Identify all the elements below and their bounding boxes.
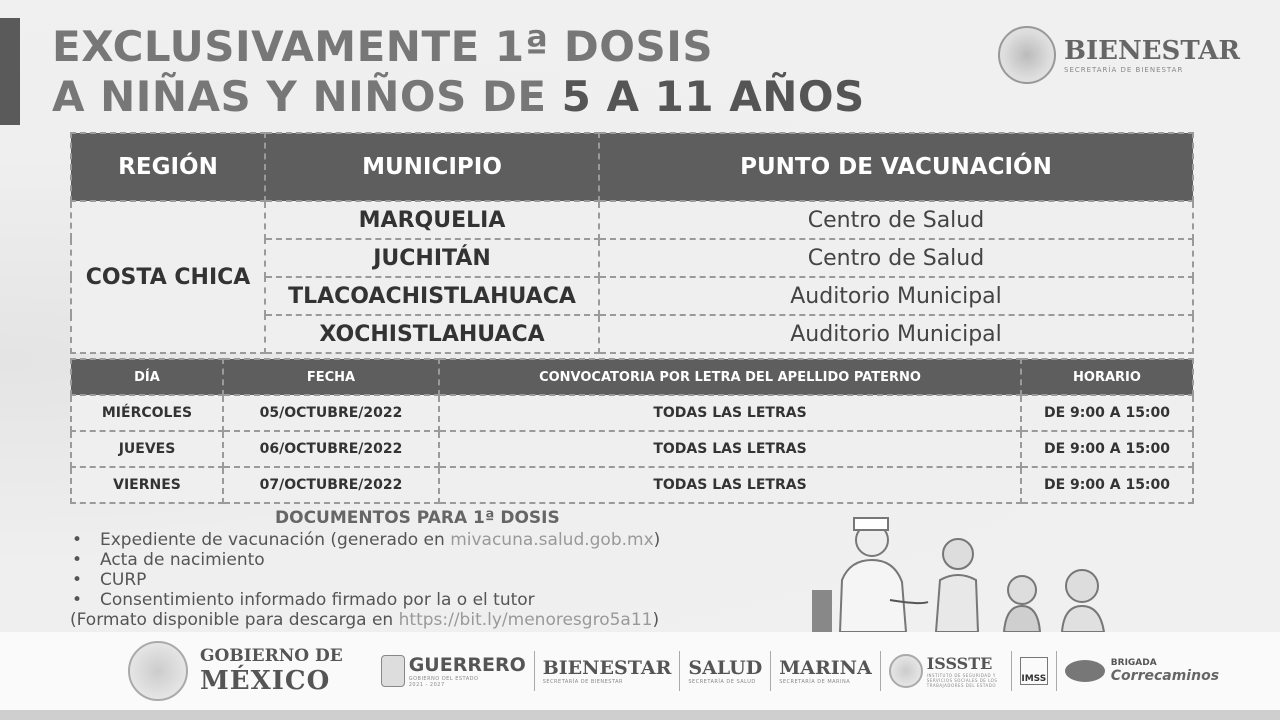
- doc-item-end: ): [653, 530, 661, 550]
- municipio-cell: JUCHITÁN: [265, 239, 599, 277]
- header-punto: PUNTO DE VACUNACIÓN: [599, 133, 1193, 201]
- imss-logo: [1012, 641, 1056, 701]
- table-row: [71, 201, 1193, 239]
- guerrero-sub: GOBIERNO DEL ESTADO: [408, 676, 479, 682]
- list-item: • CURP: [100, 570, 790, 590]
- bienestar-logo: [998, 26, 1240, 84]
- title-line2-bold: 5 A 11 AÑOS: [561, 72, 865, 121]
- convocatoria-cell: TODAS LAS LETRAS: [439, 431, 1021, 467]
- marina-logo: [771, 641, 880, 701]
- guerrero-logo: [373, 641, 534, 701]
- issste-name: ISSSTE: [926, 654, 993, 673]
- note-end: ): [652, 610, 660, 630]
- brigada-correcaminos-logo: [1057, 641, 1227, 701]
- salud-sub: SECRETARÍA DE SALUD: [688, 679, 756, 685]
- bienestar-logo-name: BIENESTAR: [1064, 36, 1241, 66]
- doc-item-text: Expediente de vacunación (generado en: [100, 530, 451, 550]
- marina-name: MARINA: [779, 657, 872, 679]
- municipio-cell: TLACOACHISTLAHUACA: [265, 277, 599, 315]
- region-cell: COSTA CHICA: [71, 201, 265, 353]
- horario-cell: DE 9:00 A 15:00: [1021, 395, 1193, 431]
- dia-cell: MIÉRCOLES: [71, 395, 223, 431]
- salud-name: SALUD: [688, 657, 763, 679]
- header-convocatoria: CONVOCATORIA POR LETRA DEL APELLIDO PATERNO: [439, 359, 1021, 395]
- header-fecha: FECHA: [223, 359, 439, 395]
- mivacuna-link[interactable]: mivacuna.salud.gob.mx: [450, 530, 654, 550]
- brigada-text: BRIGADA: [1110, 658, 1157, 668]
- imss-name: IMSS: [1020, 657, 1048, 685]
- bienestar-footer-name: BIENESTAR: [542, 657, 672, 679]
- format-note: [70, 610, 790, 630]
- guerrero-shield-icon: [381, 655, 405, 687]
- horario-cell: DE 9:00 A 15:00: [1021, 431, 1193, 467]
- table-row: [71, 431, 1193, 467]
- header-municipio: MUNICIPIO: [265, 133, 599, 201]
- left-accent-bar: [0, 18, 20, 125]
- roadrunner-icon: [1065, 660, 1105, 682]
- documents-heading: DOCUMENTOS PARA 1ª DOSIS: [275, 508, 560, 528]
- bienestar-footer-sub: SECRETARÍA DE BIENESTAR: [542, 679, 624, 685]
- convocatoria-cell: TODAS LAS LETRAS: [439, 395, 1021, 431]
- gobierno-mexico-logo: [0, 641, 351, 701]
- list-item: • Acta de nacimiento: [100, 550, 790, 570]
- title-line2-prefix: A NIÑAS Y NIÑOS DE: [52, 72, 562, 121]
- title-line2: [52, 72, 865, 122]
- bottom-strip: [0, 710, 1280, 720]
- mexico-seal-icon: [128, 641, 188, 701]
- format-download-link[interactable]: https://bit.ly/menoresgro5a11: [398, 610, 653, 630]
- punto-cell: Centro de Salud: [599, 201, 1193, 239]
- issste-logo: [881, 641, 1011, 701]
- guerrero-name: GUERRERO: [408, 654, 526, 676]
- table-row: [71, 467, 1193, 503]
- list-item: • Consentimiento informado firmado por la o el tutor: [100, 590, 790, 610]
- list-item: [100, 530, 790, 550]
- dia-cell: VIERNES: [71, 467, 223, 503]
- footer-logos: [0, 632, 1280, 710]
- fecha-cell: 07/OCTUBRE/2022: [223, 467, 439, 503]
- vaccination-points-table: [70, 132, 1194, 354]
- bienestar-logo-sub: SECRETARÍA DE BIENESTAR: [1064, 66, 1184, 74]
- correcaminos-text: Correcaminos: [1110, 668, 1220, 684]
- guerrero-years: 2021 - 2027: [408, 682, 445, 688]
- header-horario: HORARIO: [1021, 359, 1193, 395]
- issste-emblem-icon: [889, 654, 923, 688]
- gob-text-a: GOBIERNO DE: [200, 646, 343, 666]
- fecha-cell: 05/OCTUBRE/2022: [223, 395, 439, 431]
- marina-sub: SECRETARÍA DE MARINA: [779, 679, 851, 685]
- mexico-seal-icon: [998, 26, 1056, 84]
- horario-cell: DE 9:00 A 15:00: [1021, 467, 1193, 503]
- title-line1: EXCLUSIVAMENTE 1ª DOSIS: [52, 22, 714, 71]
- punto-cell: Auditorio Municipal: [599, 315, 1193, 353]
- vaccination-illustration: [810, 510, 1110, 632]
- page-title: [52, 22, 865, 122]
- issste-sub: INSTITUTO DE SEGURIDAD Y SERVICIOS SOCIALES DE LOS TRABAJADORES DEL ESTADO: [926, 673, 998, 688]
- schedule-table: [70, 358, 1194, 504]
- header-region: REGIÓN: [71, 133, 265, 201]
- dia-cell: JUEVES: [71, 431, 223, 467]
- punto-cell: Centro de Salud: [599, 239, 1193, 277]
- documents-section: [70, 508, 790, 630]
- gob-text-b: MÉXICO: [200, 666, 331, 696]
- note-text: (Formato disponible para descarga en: [70, 610, 399, 630]
- punto-cell: Auditorio Municipal: [599, 277, 1193, 315]
- salud-logo: [680, 641, 770, 701]
- municipio-cell: XOCHISTLAHUACA: [265, 315, 599, 353]
- documents-list: [70, 530, 790, 610]
- fecha-cell: 06/OCTUBRE/2022: [223, 431, 439, 467]
- bienestar-footer-logo: [535, 641, 680, 701]
- convocatoria-cell: TODAS LAS LETRAS: [439, 467, 1021, 503]
- table-row: [71, 395, 1193, 431]
- header-dia: DÍA: [71, 359, 223, 395]
- municipio-cell: MARQUELIA: [265, 201, 599, 239]
